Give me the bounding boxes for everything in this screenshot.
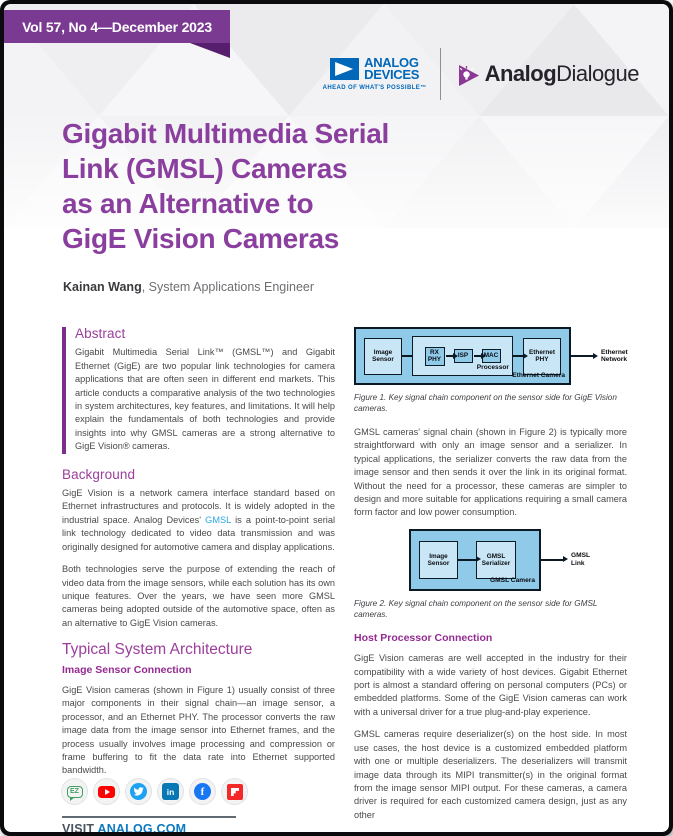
title-line-1: Gigabit Multimedia Serial [62, 118, 390, 149]
analog-dialogue-wordmark [485, 61, 639, 87]
engineerzone-button[interactable] [61, 778, 88, 805]
flipboard-button[interactable] [221, 778, 248, 805]
dialogue-word-dialogue: Dialogue [556, 61, 639, 86]
engineerzone-icon [67, 786, 83, 798]
article-title [62, 116, 532, 256]
dialogue-word-analog: Analog [484, 61, 557, 86]
figure-1-rx-phy-box: RX PHY [425, 347, 445, 366]
background-p1-text-a: GigE Vision is a network camera interface standard based on Ethernet infrastructures and protocols. It is widely adopted in the industrial space. Analog Devices' [62, 488, 335, 525]
twitter-icon [130, 783, 147, 800]
image-sensor-paragraph: GigE Vision cameras (shown in Figure 1) usually consist of three major components in their signal chain—an image sensor, a processor, and an Ethernet PHY. The processor converts the raw image data from the image sensor into Ethernet frames, and the process usually involves image processing and compression or frame buffering to fit the data rate into Ethernet supported bandwidth. [62, 684, 335, 776]
figure-2-diagram [354, 529, 627, 591]
figure-1-processor-label: Processor [476, 363, 509, 371]
footer-divider [62, 816, 236, 818]
figure-1-ethernet-phy-box: Ethernet PHY [523, 338, 561, 375]
figure-2-output-arrow [541, 559, 563, 561]
host-processor-paragraph-2: GMSL cameras require deserializer(s) on the host side. In most use cases, the host device is a customized embedded platform with one or multiple deserializers. The deserializers will transmit image data through its MIPI transmitter(s) in the original format from the image sensor MIPI output. For these cameras, a camera driver is required for each customized camera design, just as any other [354, 729, 627, 820]
social-icons-row [61, 778, 248, 805]
engineerzone-label: EZ [70, 788, 79, 795]
figure-1-diagram [354, 327, 627, 385]
background-paragraph-1 [62, 487, 335, 554]
header-logos [323, 48, 639, 100]
title-line-4: GigE Vision Cameras [62, 223, 340, 254]
figure-1-arrow-isp-mac [474, 355, 481, 357]
figure-1-arrow-1 [402, 355, 412, 357]
logo-divider [440, 48, 441, 100]
analog-devices-logo [323, 57, 427, 91]
linkedin-button[interactable] [157, 778, 184, 805]
title-line-2: Link (GMSL) Cameras [62, 153, 348, 184]
figure-2-image-sensor-box: Image Sensor [419, 541, 458, 579]
background-paragraph-2: Both technologies serve the purpose of extending the reach of video data from the image sensors, while each solution has its own unique features. Over the years, we have seen more GMSL cameras being adopted outside of the automotive space, often as an alternative to GigE Vision cameras. [62, 564, 335, 628]
figure-1-output-label: Ethernet Network [601, 348, 628, 363]
figure-1-mac-box: MAC [482, 349, 501, 363]
article-page [4, 4, 669, 832]
visit-analog [62, 822, 186, 832]
issue-label: Vol 57, No 4—December 2023 [22, 18, 212, 35]
architecture-heading: Typical System Architecture [62, 641, 253, 659]
adi-wordmark [364, 57, 419, 81]
title-line-3: as an Alternative to [62, 188, 314, 219]
linkedin-icon [162, 783, 179, 800]
background-p1-text-b: is a point-to-point serial link technology dedicated to video data transmission and was originally designed for automotive camera and display applications. [62, 514, 335, 552]
twitter-button[interactable] [125, 778, 152, 805]
figure-1-arrow-2 [513, 355, 523, 357]
facebook-button[interactable] [189, 778, 216, 805]
figure-1-ethernet-camera-box [354, 327, 571, 385]
gmsl-link[interactable]: GMSL [205, 514, 231, 525]
youtube-icon [98, 786, 115, 798]
right-column [354, 327, 627, 831]
figure-2-serializer-box: GMSL Serializer [476, 541, 516, 579]
flipboard-icon [227, 784, 243, 800]
issue-ribbon [4, 10, 230, 43]
analog-com-link[interactable]: ANALOG.COM [97, 822, 187, 832]
adi-wordmark-line2: DEVICES [364, 67, 420, 82]
figure-1-arrow-rx-isp [446, 355, 453, 357]
linkedin-label: in [166, 786, 175, 797]
image-sensor-subheading: Image Sensor Connection [62, 663, 192, 676]
figure-2-output-label: GMSL Link [571, 552, 590, 567]
byline [63, 280, 314, 294]
background-heading: Background [62, 466, 136, 482]
figure-2-camera-label: GMSL Camera [490, 577, 535, 585]
figure-1-camera-label: Ethernet Camera [512, 371, 565, 379]
youtube-button[interactable] [93, 778, 120, 805]
facebook-icon [194, 783, 211, 800]
left-column [62, 327, 335, 787]
abstract-paragraph: Gigabit Multimedia Serial Link™ (GMSL™) and Gigabit Ethernet (GigE) are two popular link technologies for camera applications that are often seen in different end markets. This article conducts a comparative analysis of the two technologies in system architectures, key features, and limitations. It will help explain the fundamentals of both technologies and provide insights into why GMSL cameras are a strong alternative to GigE Vision® cameras. [75, 347, 335, 452]
adi-triangle-icon [330, 58, 359, 80]
host-processor-subheading: Host Processor Connection [354, 631, 493, 644]
figure-1-output-arrow [571, 355, 593, 357]
analog-dialogue-mark-icon [454, 61, 481, 88]
figure-1-isp-box: ISP [454, 349, 473, 363]
figure-2-arrow-1 [458, 559, 476, 561]
figure-2-gmsl-camera-box [409, 529, 541, 591]
author-name: Kainan Wang [63, 280, 142, 294]
host-processor-paragraph-1: GigE Vision cameras are well accepted in the industry for their compatibility with a wide variety of host devices. Gigabit Ethernet port is almost a standard offering on personal computers (PCs) or embedded platforms. Some of the GigE Vision cameras can work with a universal driver for a true plug-and-play experience. [354, 653, 627, 717]
facebook-label: f [200, 785, 205, 798]
adi-wordmark-line1: ANALOG [364, 55, 419, 70]
analog-dialogue-logo [454, 61, 639, 88]
abstract-heading: Abstract [75, 326, 126, 341]
figure-1-processor-box [412, 336, 513, 376]
gmsl-signal-chain-paragraph: GMSL cameras' signal chain (shown in Figure 2) is typically more straightforward with only an image sensor and a serializer. In typical applications, the serializer converts the raw data from the image sensor and then sends it over the link in its original format. Without the need for a processor, these cameras are simpler to design and more suitable for applications requiring a small camera form factor and low power consumption. [354, 427, 627, 518]
adi-tagline: AHEAD OF WHAT'S POSSIBLE™ [322, 85, 427, 91]
figure-2-caption: Figure 2. Key signal chain component on the sensor side for GMSL cameras. [354, 598, 598, 619]
author-role: , System Applications Engineer [141, 280, 315, 294]
figure-1-caption: Figure 1. Key signal chain component on the sensor side for GigE Vision cameras. [354, 393, 617, 413]
abstract-section [62, 327, 335, 454]
visit-label: VISIT [62, 822, 98, 832]
figure-1-image-sensor-box: Image Sensor [364, 338, 402, 375]
